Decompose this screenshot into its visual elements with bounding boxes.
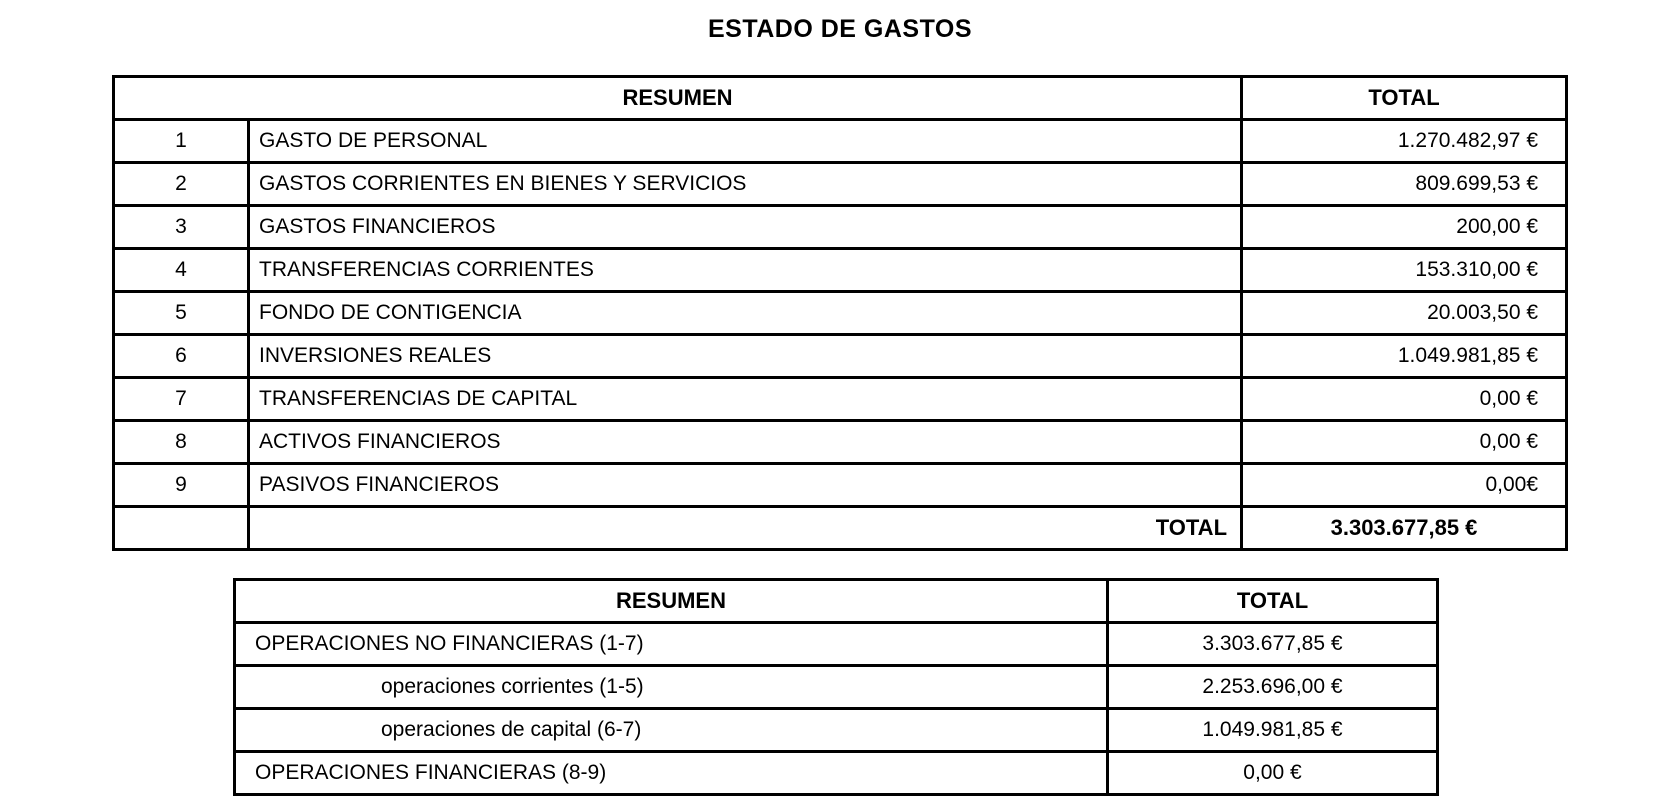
row-value: 0,00 € <box>1108 752 1438 795</box>
table-row <box>114 378 1567 421</box>
row-value: 153.310,00 € <box>1242 249 1567 292</box>
column-header-total: TOTAL <box>1242 77 1567 120</box>
table-row <box>114 464 1567 507</box>
row-number: 1 <box>114 120 249 163</box>
row-number: 8 <box>114 421 249 464</box>
row-value: 0,00 € <box>1242 378 1567 421</box>
column-header-resumen: RESUMEN <box>235 580 1108 623</box>
row-value: 2.253.696,00 € <box>1108 666 1438 709</box>
row-label: GASTO DE PERSONAL <box>249 120 1242 163</box>
row-label: PASIVOS FINANCIEROS <box>249 464 1242 507</box>
row-label: GASTOS FINANCIEROS <box>249 206 1242 249</box>
row-number: 3 <box>114 206 249 249</box>
row-label: FONDO DE CONTIGENCIA <box>249 292 1242 335</box>
row-label: TRANSFERENCIAS CORRIENTES <box>249 249 1242 292</box>
row-label: OPERACIONES FINANCIERAS (8-9) <box>235 752 1108 795</box>
row-value: 1.049.981,85 € <box>1242 335 1567 378</box>
row-label: operaciones de capital (6-7) <box>235 709 1108 752</box>
table-row <box>235 666 1438 709</box>
row-label: OPERACIONES NO FINANCIERAS (1-7) <box>235 623 1108 666</box>
table-row <box>114 421 1567 464</box>
table-row <box>235 752 1438 795</box>
table-row <box>114 163 1567 206</box>
row-label: INVERSIONES REALES <box>249 335 1242 378</box>
row-label: ACTIVOS FINANCIEROS <box>249 421 1242 464</box>
row-number: 9 <box>114 464 249 507</box>
total-row <box>114 507 1567 550</box>
row-value: 200,00 € <box>1242 206 1567 249</box>
total-value: 3.303.677,85 € <box>1242 507 1567 550</box>
row-number: 2 <box>114 163 249 206</box>
row-label: operaciones corrientes (1-5) <box>235 666 1108 709</box>
summary-header-row <box>235 580 1438 623</box>
row-value: 809.699,53 € <box>1242 163 1567 206</box>
table-row <box>114 292 1567 335</box>
table-row <box>114 249 1567 292</box>
row-value: 1.049.981,85 € <box>1108 709 1438 752</box>
row-number: 4 <box>114 249 249 292</box>
column-header-resumen: RESUMEN <box>114 77 1242 120</box>
table-row <box>114 335 1567 378</box>
row-value: 3.303.677,85 € <box>1108 623 1438 666</box>
table-row <box>235 623 1438 666</box>
row-label: GASTOS CORRIENTES EN BIENES Y SERVICIOS <box>249 163 1242 206</box>
row-value: 1.270.482,97 € <box>1242 120 1567 163</box>
table-row <box>235 709 1438 752</box>
column-header-total: TOTAL <box>1108 580 1438 623</box>
page-title: ESTADO DE GASTOS <box>707 15 973 43</box>
table-row <box>114 120 1567 163</box>
row-number: 6 <box>114 335 249 378</box>
row-label: TRANSFERENCIAS DE CAPITAL <box>249 378 1242 421</box>
summary-table <box>233 578 1439 796</box>
table-row <box>114 206 1567 249</box>
row-value: 20.003,50 € <box>1242 292 1567 335</box>
row-value: 0,00 € <box>1242 421 1567 464</box>
total-label: TOTAL <box>249 507 1242 550</box>
row-value: 0,00€ <box>1242 464 1567 507</box>
expenses-table <box>112 75 1568 551</box>
row-number: 5 <box>114 292 249 335</box>
total-row-empty-cell <box>114 507 249 550</box>
expenses-header-row <box>114 77 1567 120</box>
row-number: 7 <box>114 378 249 421</box>
